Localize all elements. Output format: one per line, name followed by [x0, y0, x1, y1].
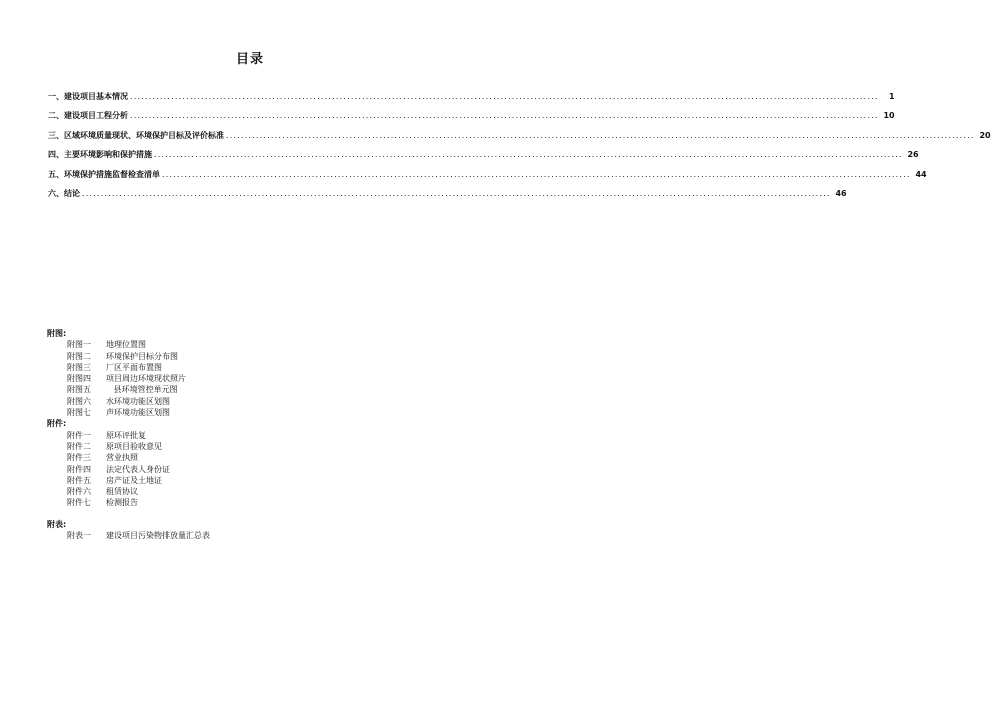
toc-entry-page: 44 — [915, 169, 927, 179]
table-of-contents — [48, 91, 991, 207]
list-item — [47, 497, 210, 508]
list-item — [47, 396, 210, 407]
list-item — [47, 339, 210, 350]
item-number: 附图六 — [67, 396, 91, 406]
item-number: 附件二 — [67, 441, 91, 451]
toc-leader-dots: ........................................................................................................................................................................................................ — [154, 150, 903, 160]
item-number: 附件三 — [67, 453, 91, 463]
item-number: 附图七 — [67, 408, 91, 418]
item-number: 附图三 — [67, 362, 91, 372]
item-name: 原环评批复 — [106, 430, 146, 440]
item-name: 地理位置图 — [106, 340, 146, 350]
toc-entry-page: 26 — [907, 150, 919, 160]
item-name: 厂区平面布置图 — [106, 362, 162, 372]
list-item — [47, 530, 210, 541]
item-number: 附件六 — [67, 487, 91, 497]
item-number: 附图五 — [67, 385, 91, 395]
list-item — [47, 351, 210, 362]
item-name: 县环境管控单元图 — [106, 385, 178, 395]
list-item — [47, 384, 210, 395]
toc-entry-label: 二、建设项目工程分析 — [48, 111, 128, 121]
list-item — [47, 475, 210, 486]
list-item — [47, 441, 210, 452]
item-name: 租赁协议 — [106, 487, 138, 497]
item-number: 附图二 — [67, 351, 91, 361]
list-item — [47, 362, 210, 373]
toc-entry-page: 1 — [889, 92, 895, 101]
item-number: 附表一 — [67, 531, 91, 541]
item-number: 附图四 — [67, 374, 91, 384]
item-name: 水环境功能区划图 — [106, 396, 170, 406]
item-number: 附件七 — [67, 498, 91, 508]
item-number: 附图一 — [67, 340, 91, 350]
toc-entry[interactable] — [48, 91, 895, 110]
item-name: 环境保护目标分布图 — [106, 351, 178, 361]
toc-entry[interactable] — [48, 130, 991, 149]
appendix-figures-heading: 附图: — [47, 329, 67, 338]
toc-entry[interactable] — [48, 169, 927, 188]
toc-entry-label: 六、结论 — [48, 188, 80, 198]
toc-leader-dots: ........................................................................................................................................................................................................ — [162, 169, 911, 179]
attachments-heading: 附件: — [47, 419, 67, 429]
item-name: 检测报告 — [106, 498, 138, 508]
toc-leader-dots: ........................................................................................................................................................................................................ — [82, 188, 831, 198]
item-name: 原项目验收意见 — [106, 441, 162, 451]
toc-entry-page: 10 — [883, 111, 895, 121]
appendix-tables-heading: 附表: — [47, 519, 67, 529]
page-title: 目录 — [235, 52, 264, 67]
item-name: 建设项目污染物排放量汇总表 — [106, 531, 210, 541]
item-number: 附件四 — [67, 464, 91, 474]
toc-entry-label: 一、建设项目基本情况 — [48, 92, 128, 101]
section-gap — [47, 509, 210, 519]
toc-leader-dots: ........................................................................................................................................................................................................ — [226, 130, 975, 140]
item-number: 附件五 — [67, 475, 91, 485]
toc-entry-page: 46 — [835, 188, 847, 198]
toc-entry-label: 五、环境保护措施监督检查清单 — [48, 169, 160, 179]
list-item — [47, 464, 210, 475]
list-item — [47, 452, 210, 463]
toc-entry-page: 20 — [979, 130, 991, 140]
item-name: 项目周边环境现状照片 — [106, 374, 186, 384]
toc-entry[interactable] — [48, 110, 895, 129]
toc-leader-dots: ........................................................................................................................................................................................................ — [130, 92, 879, 101]
item-name: 法定代表人身份证 — [106, 464, 170, 474]
appendix-section — [47, 328, 210, 541]
toc-leader-dots: ........................................................................................................................................................................................................ — [130, 111, 879, 121]
item-number: 附件一 — [67, 430, 91, 440]
item-name: 营业执照 — [106, 453, 138, 463]
toc-entry-label: 三、区域环境质量现状、环境保护目标及评价标准 — [48, 130, 224, 140]
toc-entry-label: 四、主要环境影响和保护措施 — [48, 150, 152, 160]
item-name: 房产证及土地证 — [106, 475, 162, 485]
list-item — [47, 373, 210, 384]
list-item — [47, 486, 210, 497]
item-name: 声环境功能区划图 — [106, 408, 170, 418]
toc-entry[interactable] — [48, 188, 847, 207]
list-item — [47, 407, 210, 418]
toc-entry[interactable] — [48, 149, 919, 168]
list-item — [47, 430, 210, 441]
